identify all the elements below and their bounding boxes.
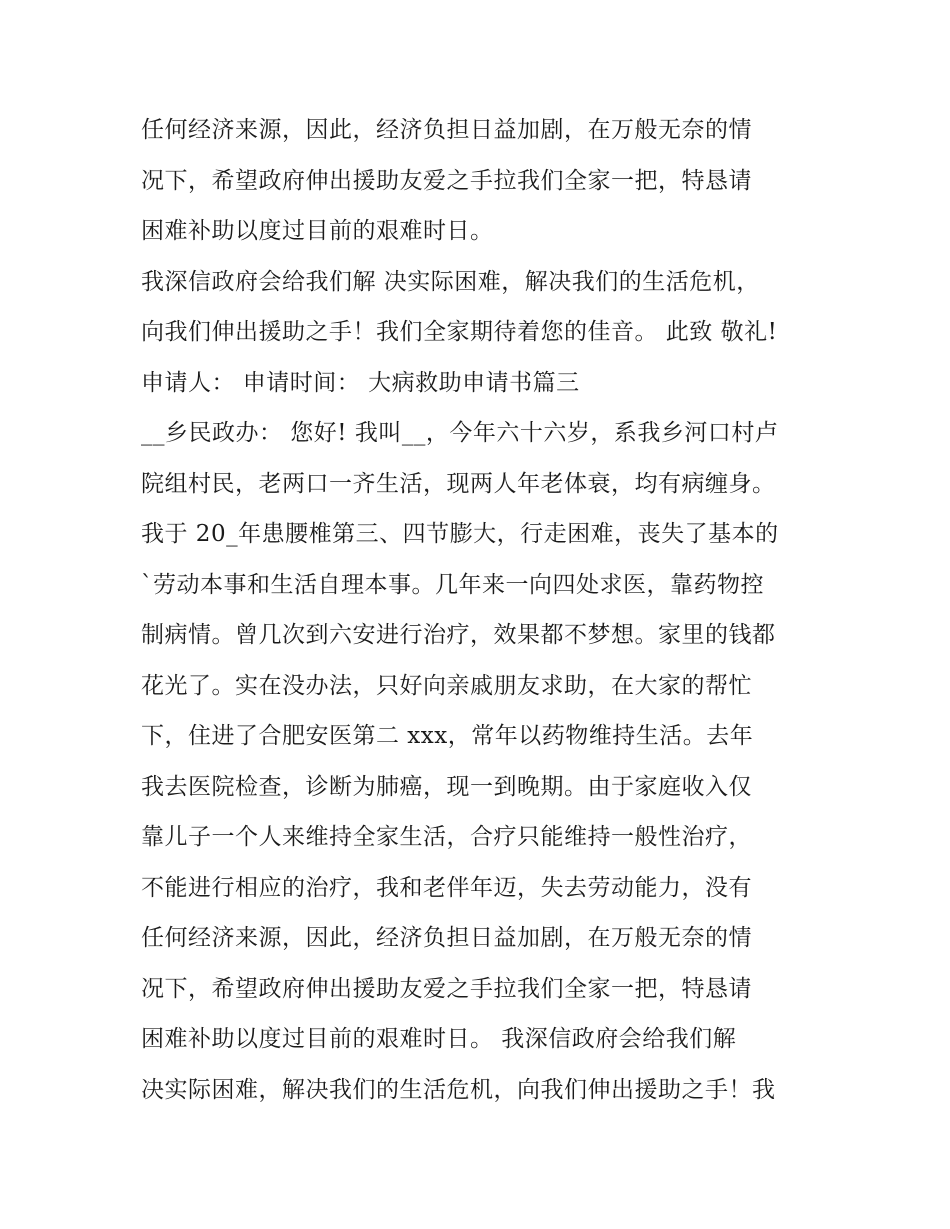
text-line: 我去医院检查，诊断为肺癌，现一到晚期。由于家庭收入仅: [141, 774, 752, 800]
text-line: 我于 20_年患腰椎第三、四节膨大，行走困难，丧失了基本的: [141, 521, 779, 547]
text-line: 花光了。实在没办法，只好向亲戚朋友求助，在大家的帮忙: [141, 673, 752, 699]
text-line: 靠儿子一个人来维持全家生活，合疗只能维持一般性治疗，: [141, 824, 752, 850]
text-line: __乡民政办： 您好! 我叫__，今年六十六岁，系我乡河口村卢: [141, 420, 779, 446]
text-line: `劳动本事和生活自理本事。几年来一向四处求医，靠药物控: [141, 572, 764, 598]
text-line: 任何经济来源，因此，经济负担日益加剧，在万般无奈的情: [141, 117, 752, 143]
text-line: 制病情。曾几次到六安进行治疗，效果都不梦想。家里的钱都: [141, 622, 776, 648]
text-line: 任何经济来源，因此，经济负担日益加剧，在万般无奈的情: [141, 925, 752, 951]
text-line: 决实际困难，解决我们的生活危机，向我们伸出援助之手！我: [141, 1077, 776, 1103]
text-line: 院组村民，老两口一齐生活，现两人年老体衰，均有病缠身。: [141, 471, 776, 497]
text-line: 我深信政府会给我们解 决实际困难，解决我们的生活危机，: [141, 269, 760, 295]
text-line: 下，住进了合肥安医第二 xxx，常年以药物维持生活。去年: [141, 723, 754, 749]
text-line: 不能进行相应的治疗，我和老伴年迈，失去劳动能力，没有: [141, 875, 752, 901]
text-line: 困难补助以度过目前的艰难时日。: [141, 218, 494, 244]
text-line: 申请人： 申请时间： 大病救助申请书篇三: [141, 370, 580, 396]
text-line: 困难补助以度过目前的艰难时日。 我深信政府会给我们解: [141, 1026, 737, 1052]
text-line: 况下，希望政府伸出援助友爱之手拉我们全家一把，特恳请: [141, 168, 752, 194]
text-line: 向我们伸出援助之手！我们全家期待着您的佳音。 此致 敬礼!: [141, 319, 778, 345]
text-line: 况下，希望政府伸出援助友爱之手拉我们全家一把，特恳请: [141, 976, 752, 1002]
